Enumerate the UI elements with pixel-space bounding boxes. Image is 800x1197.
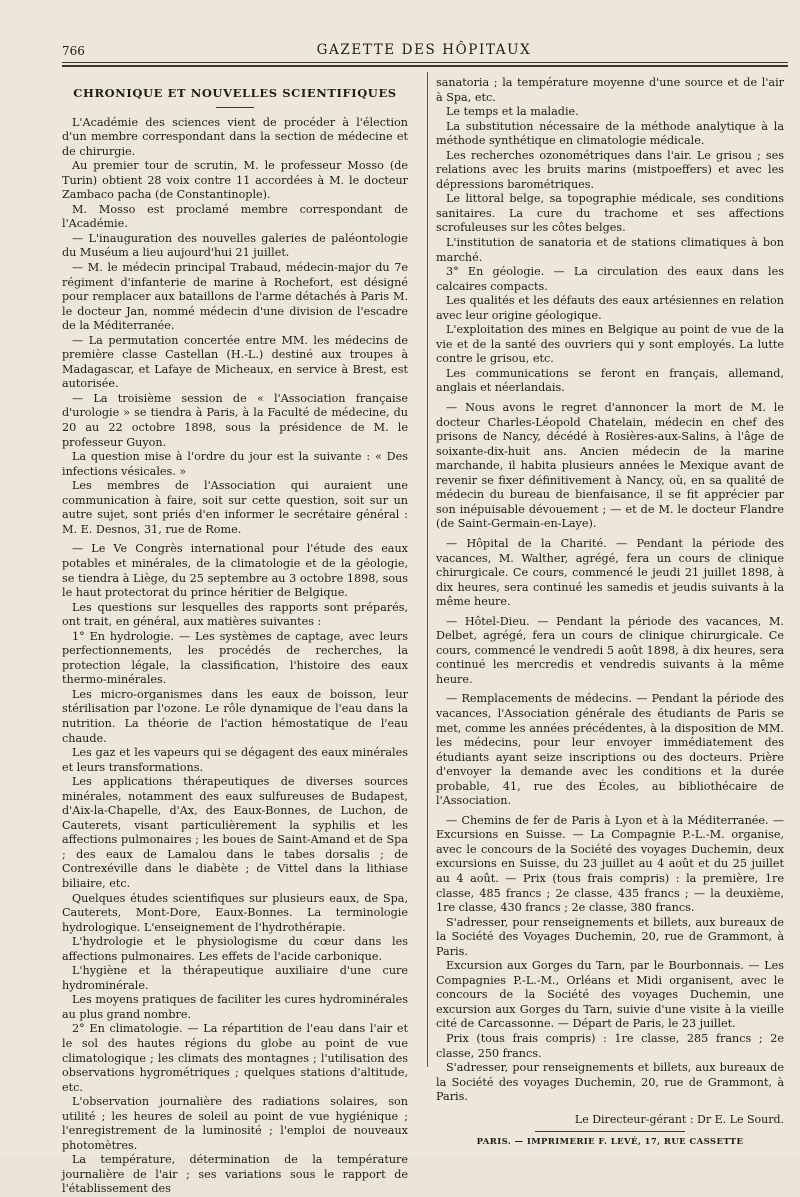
paragraph: Les moyens pratiques de faciliter les cures hydrominérales au plus grand nombre. (62, 993, 408, 1021)
header-rule-thick (62, 65, 788, 67)
paragraph: La température, détermination de la température journalière de l'air ; ses variations sous le rapport de l'établissement des (62, 1153, 408, 1196)
paragraph: Prix (tous frais compris) : 1re classe, 285 francs ; 2e classe, 250 francs. (436, 1032, 784, 1060)
header-rule-thin (62, 62, 788, 63)
paragraph: Excursion aux Gorges du Tarn, par le Bourbonnais. — Les Compagnies P.-L.-M., Orléans et Midi organisent, avec le concours de la Société des voyages Duchemin, une excursion aux Gorges du Tarn, suivie d'une visite à la vieille cité de Carcassonne. — Départ de Paris, le 23 juillet. (436, 959, 784, 1031)
paragraph: Au premier tour de scrutin, M. le professeur Mosso (de Turin) obtient 28 voix contre 11 accordées à M. le docteur Zambaco pacha (de Constantinople). (62, 159, 408, 202)
paragraph: La question mise à l'ordre du jour est la suivante : « Des infections vésicales. » (62, 450, 408, 478)
paragraph: sanatoria ; la température moyenne d'une source et de l'air à Spa, etc. (436, 76, 784, 104)
paragraph: 2° En climatologie. — La répartition de l'eau dans l'air et le sol des hautes régions du globe au point de vue climatologique ; les climats des montagnes ; l'utilisation des observations hygrométriques ; quelques stations d'altitude, etc. (62, 1022, 408, 1094)
paragraph: Les membres de l'Association qui auraient une communication à faire, soit sur cette question, soit sur un autre sujet, sont priés d'en informer le secrétaire général : M. E. Desnos, 31, rue de Rome. (62, 479, 408, 536)
paragraph: S'adresser, pour renseignements et billets, aux bureaux de la Société des voyages Duchemin, 20, rue de Grammont, à Paris. (436, 1061, 784, 1104)
paragraph: Les qualités et les défauts des eaux artésiennes en relation avec leur origine géologique. (436, 294, 784, 322)
journal-title: GAZETTE DES HÔPITAUX (316, 42, 532, 58)
section-rule (216, 107, 254, 108)
paragraph: M. Mosso est proclamé membre correspondant de l'Académie. (62, 202, 408, 231)
paragraph: Les communications se feront en français, allemand, anglais et néerlandais. (436, 366, 784, 395)
left-column (62, 76, 408, 1197)
paragraph: L'exploitation des mines en Belgique au point de vue de la vie et de la santé des ouvriers qui y sont employés. La lutte contre le grisou, etc. (436, 323, 784, 366)
paragraph: L'institution de sanatoria et de stations climatiques à bon marché. (436, 236, 784, 264)
paragraph: 3° En géologie. — La circulation des eaux dans les calcaires compacts. (436, 265, 784, 293)
paragraph: L'hygiène et la thérapeutique auxiliaire d'une cure hydrominérale. (62, 964, 408, 992)
paragraph: — La troisième session de « l'Association française d'urologie » se tiendra à Paris, à la Faculté de médecine, du 20 au 22 octobre 1898, sous la présidence de M. le professeur Guyon. (62, 391, 408, 449)
section-title: CHRONIQUE ET NOUVELLES SCIENTIFIQUES (73, 86, 397, 100)
column-divider (427, 72, 428, 1067)
paragraph: Le littoral belge, sa topographie médicale, ses conditions sanitaires. La cure du trachome et ses affections scrofuleuses sur les côtes belges. (436, 192, 784, 235)
paragraph: Quelques études scientifiques sur plusieurs eaux, de Spa, Cauterets, Mont-Dore, Eaux-Bonnes. La terminologie hydrologique. L'enseignement de l'hydrothérapie. (62, 891, 408, 934)
paragraph: — Nous avons le regret d'annoncer la mort de M. le docteur Charles-Léopold Chatelain, médecin en chef des prisons de Nancy, décédé à Rosières-aux-Salins, à l'âge de soixante-dix-huit ans. Ancien médecin de la marine marchande, il habita plusieurs années le Mexique avant de revenir se fixer définitivement à Nancy, où, en sa qualité de médecin du bureau de bienfaisance, il se fit apprécier par son inépuisable dévouement ; — et de M. le docteur Flandre (de Saint-Germain-en-Laye). (436, 401, 784, 531)
paragraph: — M. le médecin principal Trabaud, médecin-major du 7e régiment d'infanterie de marine à Rochefort, est désigné pour remplacer aux bataillons de l'arme détachés à Paris M. le docteur Jan, nommé médecin d'une division de l'escadre de la Méditerranée. (62, 261, 408, 333)
paragraph: Les questions sur lesquelles des rapports sont préparés, ont trait, en général, aux matières suivantes : (62, 600, 408, 629)
paragraph: L'Académie des sciences vient de procéder à l'élection d'un membre correspondant dans la section de médecine et de chirurgie. (62, 115, 408, 158)
paragraph: S'adresser, pour renseignements et billets, aux bureaux de la Société des Voyages Duchemin, 20, rue de Grammont, à Paris. (436, 915, 784, 958)
paragraph: Les micro-organismes dans les eaux de boisson, leur stérilisation par l'ozone. Le rôle dynamique de l'eau dans la nutrition. La théorie de l'action hémostatique de l'eau chaude. (62, 687, 408, 745)
printer-imprint: PARIS. — IMPRIMERIE F. LEVÉ, 17, RUE CASSETTE (476, 1137, 744, 1148)
paragraph: — Hôpital de la Charité. — Pendant la période des vacances, M. Walther, agrégé, fera un cours de clinique chirurgicale. Ce cours, commencé le jeudi 21 juillet 1898, à dix heures, sera continué les samedis et jeudis suivants à la même heure. (436, 536, 784, 609)
paragraph: Les recherches ozonométriques dans l'air. Le grisou ; ses relations avec les bruits marins (mistpoeffers) et avec les dépressions barométriques. (436, 148, 784, 191)
page-number: 766 (62, 44, 85, 58)
paragraph: — Remplacements de médecins. — Pendant la période des vacances, l'Association générale des étudiants de Paris se met, comme les années précédentes, à la disposition de MM. les médecins, pour leur envoyer immédiatement des étudiants ayant seize inscriptions ou des docteurs. Prière d'envoyer la demande avec les conditions et la durée probable, 41, rue des Écoles, au bibliothécaire de l'Association. (436, 692, 784, 808)
paragraph: 1° En hydrologie. — Les systèmes de captage, avec leurs perfectionnements, les procédés de recherches, la protection légale, la classification, l'histoire des eaux thermo-minérales. (62, 629, 408, 687)
running-header (62, 40, 786, 60)
paragraph: — L'inauguration des nouvelles galeries de paléontologie du Muséum a lieu aujourd'hui 21 juillet. (62, 231, 408, 260)
paragraph: L'hydrologie et le physiologisme du cœur dans les affections pulmonaires. Les effets de l'acide carbonique. (62, 935, 408, 963)
signature: Le Directeur-gérant : Dr E. Le Sourd. (574, 1112, 784, 1126)
paragraph: La substitution nécessaire de la méthode analytique à la méthode synthétique en climatologie médicale. (436, 119, 784, 148)
paragraph: — Chemins de fer de Paris à Lyon et à la Méditerranée. — Excursions en Suisse. — La Compagnie P.-L.-M. organise, avec le concours de la Société des voyages Duchemin, deux excursions en Suisse, du 23 juillet au 4 août et du 25 juillet au 4 août. — Prix (tous frais compris) : la première, 1re classe, 485 francs ; 2e classe, 435 francs ; — la deuxième, 1re classe, 430 francs ; 2e classe, 380 francs. (436, 813, 784, 915)
paragraph: Les applications thérapeutiques de diverses sources minérales, notamment des eaux sulfureuses de Budapest, d'Aix-la-Chapelle, d'Ax, des Eaux-Bonnes, de Luchon, de Cauterets, visant particulièrement la syphilis et les affections pulmonaires ; les boues de Saint-Amand et de Spa ; des eaux de Lamalou dans le tabes dorsalis ; de Contrexéville dans le diabète ; de Vittel dans la lithiase biliaire, etc. (62, 775, 408, 890)
paragraph: — La permutation concertée entre MM. les médecins de première classe Castellan (H.-L.) destiné aux troupes à Madagascar, et Lafaye de Micheaux, en service à Brest, est autorisée. (62, 333, 408, 391)
paragraph: — Le Ve Congrès international pour l'étude des eaux potables et minérales, de la climatologie et de la géologie, se tiendra à Liège, du 25 septembre au 3 octobre 1898, sous le haut protectorat du prince héritier de Belgique. (62, 542, 408, 600)
footer-rule (535, 1131, 685, 1132)
right-column (436, 76, 784, 1150)
paragraph: Les gaz et les vapeurs qui se dégagent des eaux minérales et leurs transformations. (62, 746, 408, 774)
paragraph: L'observation journalière des radiations solaires, son utilité ; les heures de soleil au point de vue hygiénique ; l'enregistrement de la luminosité ; l'emploi de nouveaux photomètres. (62, 1095, 408, 1152)
paragraph: Le temps et la maladie. (446, 105, 579, 119)
paragraph: — Hôtel-Dieu. — Pendant la période des vacances, M. Delbet, agrégé, fera un cours de clinique chirurgicale. Ce cours, commencé le vendredi 5 août 1898, à dix heures, sera continué les mercredis et vendredis suivants à la même heure. (436, 614, 784, 686)
